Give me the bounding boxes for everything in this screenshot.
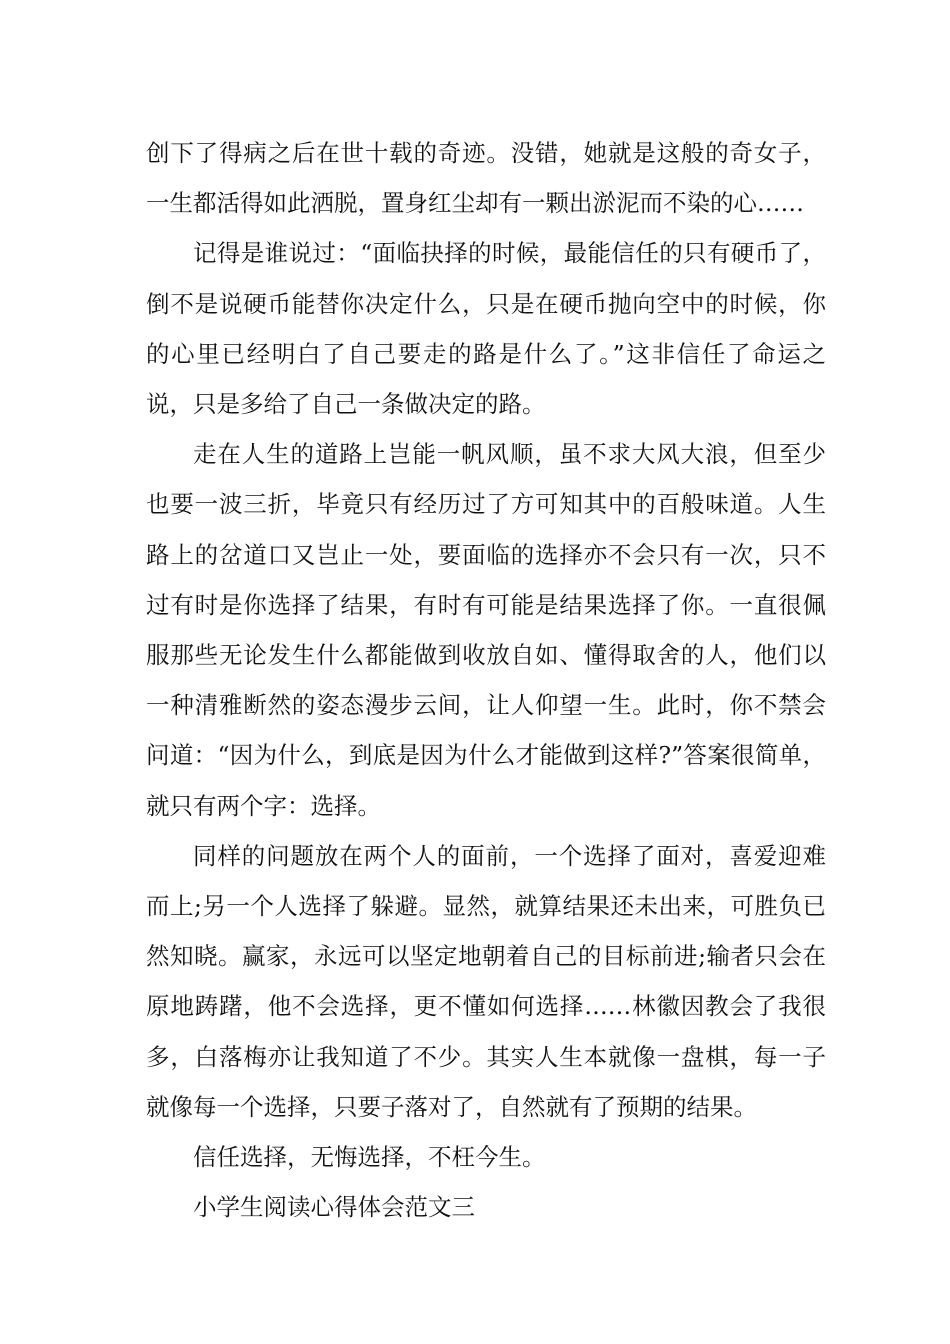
paragraph-coin-quote: 记得是谁说过：“面临抉择的时候，最能信任的只有硬币了，倒不是说硬币能替你决定什么，只是在硬币抛向空中的时候，你的心里已经明白了自己要走的路是什么了。”这非信任了命运之说，只是多给了自己一条做决定的路。 bbox=[146, 239, 826, 419]
document-body bbox=[146, 128, 826, 1232]
paragraph-life-path: 走在人生的道路上岂能一帆风顺，虽不求大风大浪，但至少也要一波三折，毕竟只有经历过了方可知其中的百般味道。人生路上的岔道口又岂止一处，要面临的选择亦不会只有一次，只不过有时是你选择了结果，有时有可能是结果选择了你。一直很佩服那些无论发生什么都能做到收放自如、懂得取舍的人，他们以一种清雅断然的姿态漫步云间，让人仰望一生。此时，你不禁会问道：“因为什么，到底是因为什么才能做到这样?”答案很简单，就只有两个字：选择。 bbox=[146, 440, 826, 820]
paragraph-continuation: 创下了得病之后在世十载的奇迹。没错，她就是这般的奇女子，一生都活得如此洒脱，置身红尘却有一颗出淤泥而不染的心…… bbox=[146, 139, 826, 218]
section-heading: 小学生阅读心得体会范文三 bbox=[193, 1193, 475, 1222]
paragraph-two-people: 同样的问题放在两个人的面前，一个选择了面对，喜爱迎难而上;另一个人选择了躲避。显然，就算结果还未出来，可胜负已然知晓。赢家，永远可以坚定地朝着自己的目标前进;输者只会在原地踌躇，他不会选择，更不懂如何选择……林徽因教会了我很多，白落梅亦让我知道了不少。其实人生本就像一盘棋，每一子就像每一个选择，只要子落对了，自然就有了预期的结果。 bbox=[146, 841, 826, 1121]
paragraph-conclusion: 信任选择，无悔选择，不枉今生。 bbox=[193, 1143, 546, 1172]
